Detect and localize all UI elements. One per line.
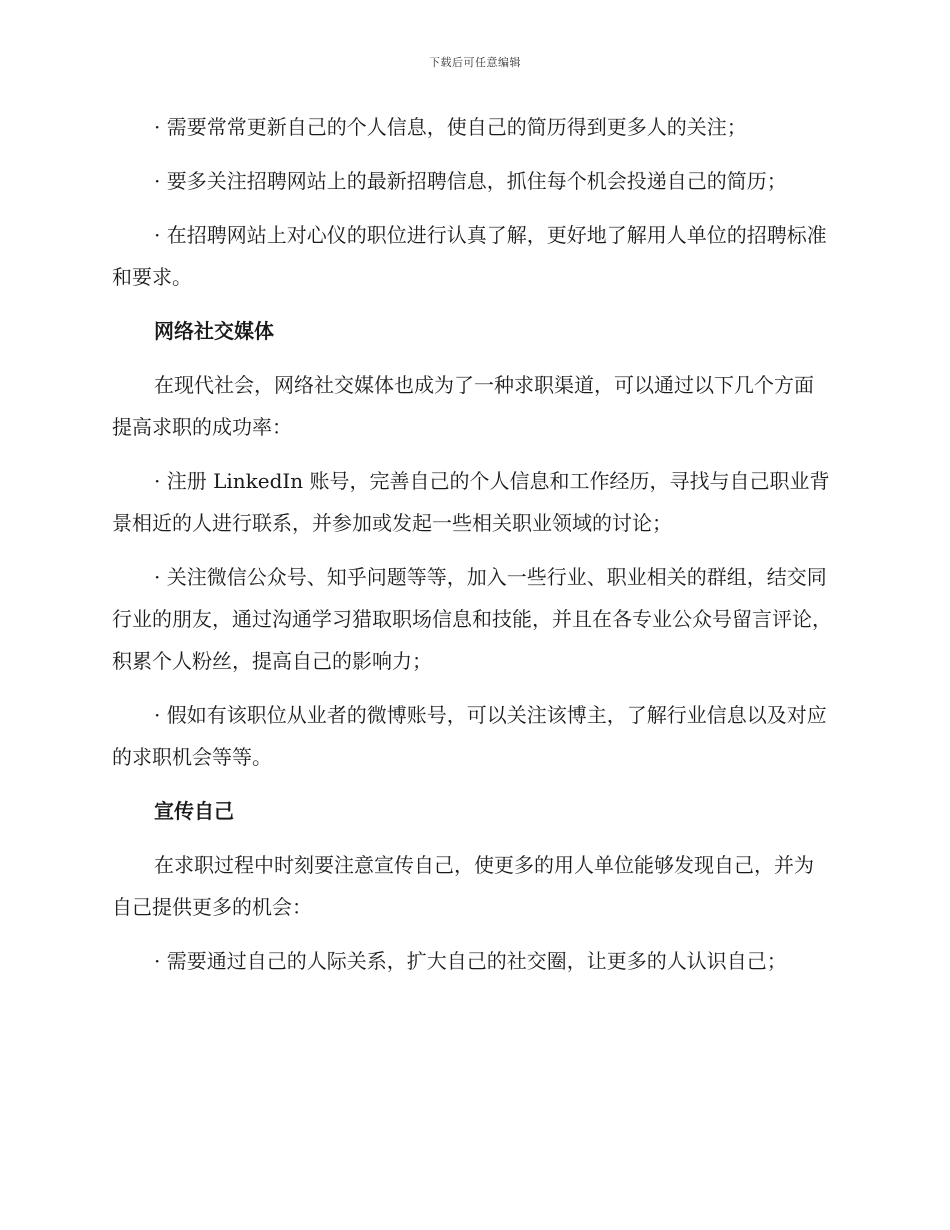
bullet-wechat-zhihu: · 关注微信公众号、知乎问题等等，加入一些行业、职业相关的群组，结交同行业的朋友，通过沟通学习猎取职场信息和技能，并且在各专业公众号留言评论，积累个人粉丝，提高自己的影响力；: [112, 565, 832, 673]
bullet-social-circle: · 需要通过自己的人际关系，扩大自己的社交圈，让更多的人认识自己；: [154, 949, 787, 973]
bullet-follow-jobs: · 要多关注招聘网站上的最新招聘信息，抓住每个机会投递自己的简历；: [154, 169, 787, 193]
document-body: [112, 106, 832, 994]
bullet-understand-positions: · 在招聘网站上对心仪的职位进行认真了解，更好地了解用人单位的招聘标准和要求。: [112, 223, 827, 289]
section-heading-social-media: 网络社交媒体: [154, 319, 274, 343]
bullet-linkedin: · 注册 LinkedIn 账号，完善自己的个人信息和工作经历，寻找与自己职业背景相近的人进行联系，并参加或发起一些相关职业领域的讨论；: [112, 469, 830, 535]
paragraph-promote-intro: 在求职过程中时刻要注意宣传自己，使更多的用人单位能够发现自己，并为自己提供更多的机会：: [112, 853, 814, 919]
bullet-weibo: · 假如有该职位从业者的微博账号，可以关注该博主，了解行业信息以及对应的求职机会等等。: [112, 703, 827, 769]
bullet-update-info: · 需要常常更新自己的个人信息，使自己的简历得到更多人的关注；: [154, 115, 747, 139]
paragraph-social-media-intro: 在现代社会，网络社交媒体也成为了一种求职渠道，可以通过以下几个方面提高求职的成功率：: [112, 373, 814, 439]
section-heading-promote-self: 宣传自己: [154, 799, 234, 823]
header-note: 下载后可任意编辑: [429, 56, 521, 69]
